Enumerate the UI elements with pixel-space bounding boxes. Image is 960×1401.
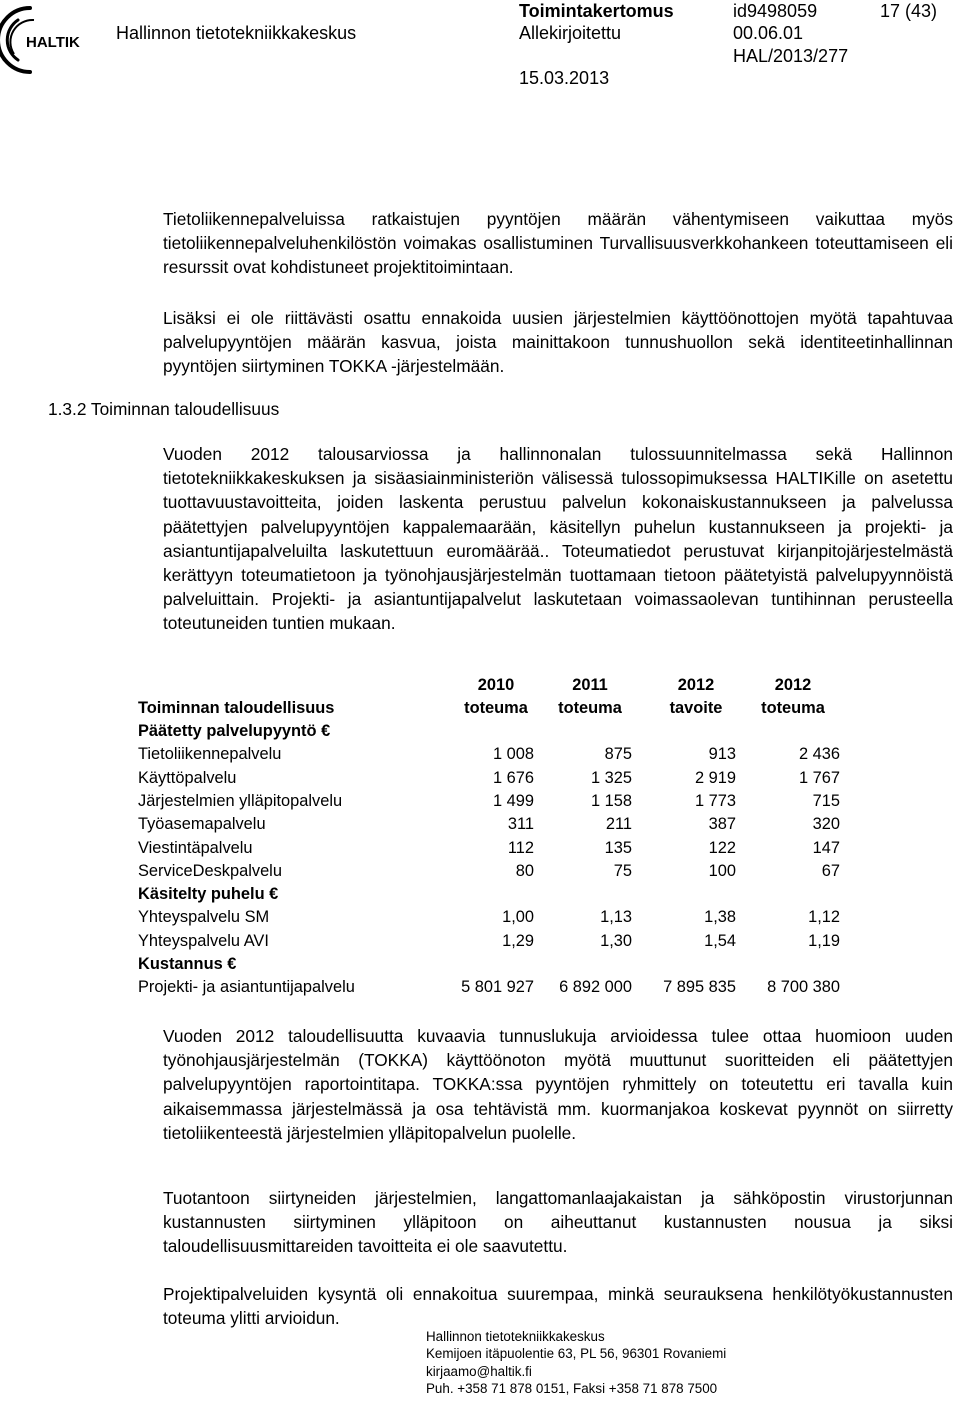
row-cell: 135 xyxy=(604,838,632,857)
header-doc-type: Toimintakertomus xyxy=(519,1,674,21)
row-label: Päätetty palvelupyyntö € xyxy=(138,722,331,740)
row-cell: 5 801 927 xyxy=(461,978,534,997)
table-title: Toiminnan taloudellisuus xyxy=(138,699,335,717)
after-p2-text: Tuotantoon siirtyneiden järjestelmien, langattomanlaajakaistan ja sähköpostin virustorjunnan kustannusten siirtyminen ylläpitoon on aiheuttanut kustannusten nousua ja siksi taloudellisuusmittareiden tavoitteita ei ole saavutettu. xyxy=(163,1188,953,1257)
row-cell: 100 xyxy=(708,861,736,880)
row-label: Yhteyspalvelu AVI xyxy=(138,931,269,950)
row-label: Yhteyspalvelu SM xyxy=(138,908,270,927)
row-cell: 122 xyxy=(708,838,736,857)
row-cell: 112 xyxy=(507,838,534,857)
header-page: 17 (43) xyxy=(880,1,938,21)
intro-p1-text: Tietoliikennepalveluissa ratkaistujen pyyntöjen määrän vähentymiseen vaikuttaa myös tietoliikennepalveluhenkilöstön voimakas osallistuminen Turvallisuusverkkohankeen toteuttamiseen eli resurssit ovat kohdistuneet projektitoimintaan. xyxy=(163,209,953,278)
row-cell: 1,13 xyxy=(600,908,632,927)
after-paragraph-3 xyxy=(163,1282,953,1330)
table-row xyxy=(138,953,848,976)
table-row xyxy=(138,720,848,743)
table-row xyxy=(138,976,848,999)
table-row xyxy=(138,790,848,813)
row-cell: 1,30 xyxy=(600,931,632,950)
table-row xyxy=(138,883,848,906)
section-heading: 1.3.2 Toiminnan taloudellisuus xyxy=(48,399,280,419)
row-cell: 387 xyxy=(708,815,736,834)
intro-paragraph-1 xyxy=(163,207,953,280)
row-label: Käsitelty puhelu € xyxy=(138,885,279,904)
col-year-4: 2012 xyxy=(774,676,812,694)
row-cell: 1,00 xyxy=(502,908,534,927)
haltik-logo-mark xyxy=(0,0,110,80)
table-row xyxy=(138,767,848,790)
row-cell: 875 xyxy=(604,745,632,764)
row-cell: 6 892 000 xyxy=(559,978,632,997)
header-version: 00.06.01 xyxy=(733,23,804,43)
row-cell: 1 767 xyxy=(798,768,840,787)
col-kind-1: toteuma xyxy=(464,699,528,717)
header-doc-id: id9498059 xyxy=(733,1,818,21)
row-cell: 1,19 xyxy=(808,931,840,950)
row-cell: 311 xyxy=(507,815,534,834)
row-cell: 1 773 xyxy=(694,791,736,810)
section-p1-text: Vuoden 2012 talousarviossa ja hallinnonalan tulossuunnitelmassa sekä Hallinnon tietotekniikkakeskuksen ja sisäasiainministeriön välisessä tulossopimuksessa HALTIKille on asetettu tuottavuustavoitteita, joiden laskenta perustuu palvelun kokonaiskustannukseen ja palvelussa päätettyjen palvelupyyntöjen kappalemaarään, käsitellyn puhelun kustannukseen ja projekti- ja asiantuntijapalveluilta laskutettuun euromäärää.. Toteumatiedot perustuvat kirjanpitojärjestelmästä kerättyyn toteumatietoon ja työnohjausjärjestelmän tuottamaan tietoon päätetyistä palvelupyynnöistä palveluittain. Projekti- ja asiantuntijapalvelut laskutetaan voimassaolevan tuntihinnan perusteella toteutuneiden tuntien mukaan. xyxy=(163,444,953,634)
row-label: ServiceDeskpalvelu xyxy=(138,861,282,880)
row-cell: 2 436 xyxy=(798,745,840,764)
row-cell: 67 xyxy=(821,861,840,880)
footer xyxy=(426,1328,726,1398)
col-year-1: 2010 xyxy=(477,676,515,694)
row-cell: 1,12 xyxy=(808,908,840,927)
table-row xyxy=(138,837,848,860)
table-row xyxy=(138,906,848,929)
row-label: Projekti- ja asiantuntijapalvelu xyxy=(138,978,355,997)
col-kind-3: tavoite xyxy=(669,699,723,717)
col-year-2: 2011 xyxy=(572,676,608,694)
row-label: Työasemapalvelu xyxy=(138,815,266,834)
row-label: Käyttöpalvelu xyxy=(138,768,237,787)
row-cell: 1 158 xyxy=(590,791,632,810)
table-row xyxy=(138,930,848,953)
row-cell: 147 xyxy=(812,838,840,857)
row-cell: 75 xyxy=(613,861,632,880)
after-paragraph-1 xyxy=(163,1024,953,1145)
row-label: Kustannus € xyxy=(138,955,237,973)
row-cell: 7 895 835 xyxy=(663,978,736,997)
row-cell: 1,29 xyxy=(502,931,534,950)
row-cell: 320 xyxy=(812,815,840,834)
row-cell: 913 xyxy=(708,745,736,764)
haltik-logo xyxy=(0,0,110,80)
header-ref: HAL/2013/277 xyxy=(733,46,849,66)
row-cell: 1,38 xyxy=(704,908,736,927)
logo-wordmark: HALTIK xyxy=(26,34,80,51)
row-cell: 1 499 xyxy=(492,791,534,810)
table-row xyxy=(138,743,848,766)
header-status: Allekirjoitettu xyxy=(519,23,622,43)
row-cell: 1 008 xyxy=(492,745,534,764)
row-label: Järjestelmien ylläpitopalvelu xyxy=(138,791,343,810)
footer-org: Hallinnon tietotekniikkakeskus xyxy=(426,1329,605,1344)
row-cell: 80 xyxy=(515,861,534,880)
col-kind-4: toteuma xyxy=(761,699,825,717)
row-cell: 211 xyxy=(605,815,632,834)
footer-email[interactable]: kirjaamo@haltik.fi xyxy=(426,1363,532,1379)
footer-phone: Puh. +358 71 878 0151, Faksi +358 71 878 7500 xyxy=(426,1381,718,1397)
row-label: Viestintäpalvelu xyxy=(138,838,253,857)
col-year-3: 2012 xyxy=(677,676,715,694)
row-cell: 715 xyxy=(812,791,840,810)
row-cell: 1 325 xyxy=(590,768,632,787)
row-cell: 1 676 xyxy=(492,768,534,787)
row-label: Tietoliikennepalvelu xyxy=(138,745,282,764)
col-kind-2: toteuma xyxy=(558,699,622,717)
footer-address: Kemijoen itäpuolentie 63, PL 56, 96301 Rovaniemi xyxy=(426,1346,727,1362)
after-p3-text: Projektipalveluiden kysyntä oli ennakoitua suurempaa, minkä seurauksena henkilötyökustannusten toteuma ylitti arvioidun. xyxy=(163,1284,953,1329)
header-org: Hallinnon tietotekniikkakeskus xyxy=(116,23,357,43)
header-date: 15.03.2013 xyxy=(519,68,610,88)
table-header-years xyxy=(138,674,848,697)
table-row xyxy=(138,860,848,883)
table-row xyxy=(138,813,848,836)
intro-paragraph-2 xyxy=(163,306,953,379)
row-cell: 1,54 xyxy=(704,931,736,950)
table-header-kinds xyxy=(138,697,848,720)
intro-p2-text: Lisäksi ei ole riittävästi osattu ennakoida uusien järjestelmien käyttöönottojen myötä tapahtuvaa palvelupyyntöjen määrän kasvua, joista mainittakoon tunnushuollon sekä identiteetinhallinnan pyyntöjen siirtyminen TOKKA -järjestelmään. xyxy=(163,308,953,377)
row-cell: 8 700 380 xyxy=(767,978,840,997)
section-paragraph xyxy=(163,442,953,636)
after-paragraph-2 xyxy=(163,1186,953,1259)
row-cell: 2 919 xyxy=(694,768,736,787)
after-p1-text: Vuoden 2012 taloudellisuutta kuvaavia tunnuslukuja arvioidessa tulee ottaa huomioon uuden työnohjausjärjestelmän (TOKKA) käyttöönoton myötä muuttunut suoritteiden eli päätettyjen palvelupyyntöjen raportointitapa. TOKKA:ssa pyyntöjen ryhmittely on toteutettu eri tavalla kuin aikaisemmassa järjestelmässä ja osa tehtävistä mm. kuormanjakoa koskevat pyynnöt on siirretty tietoliikenteestä järjestelmien ylläpitopalvelun puolelle. xyxy=(163,1026,953,1143)
